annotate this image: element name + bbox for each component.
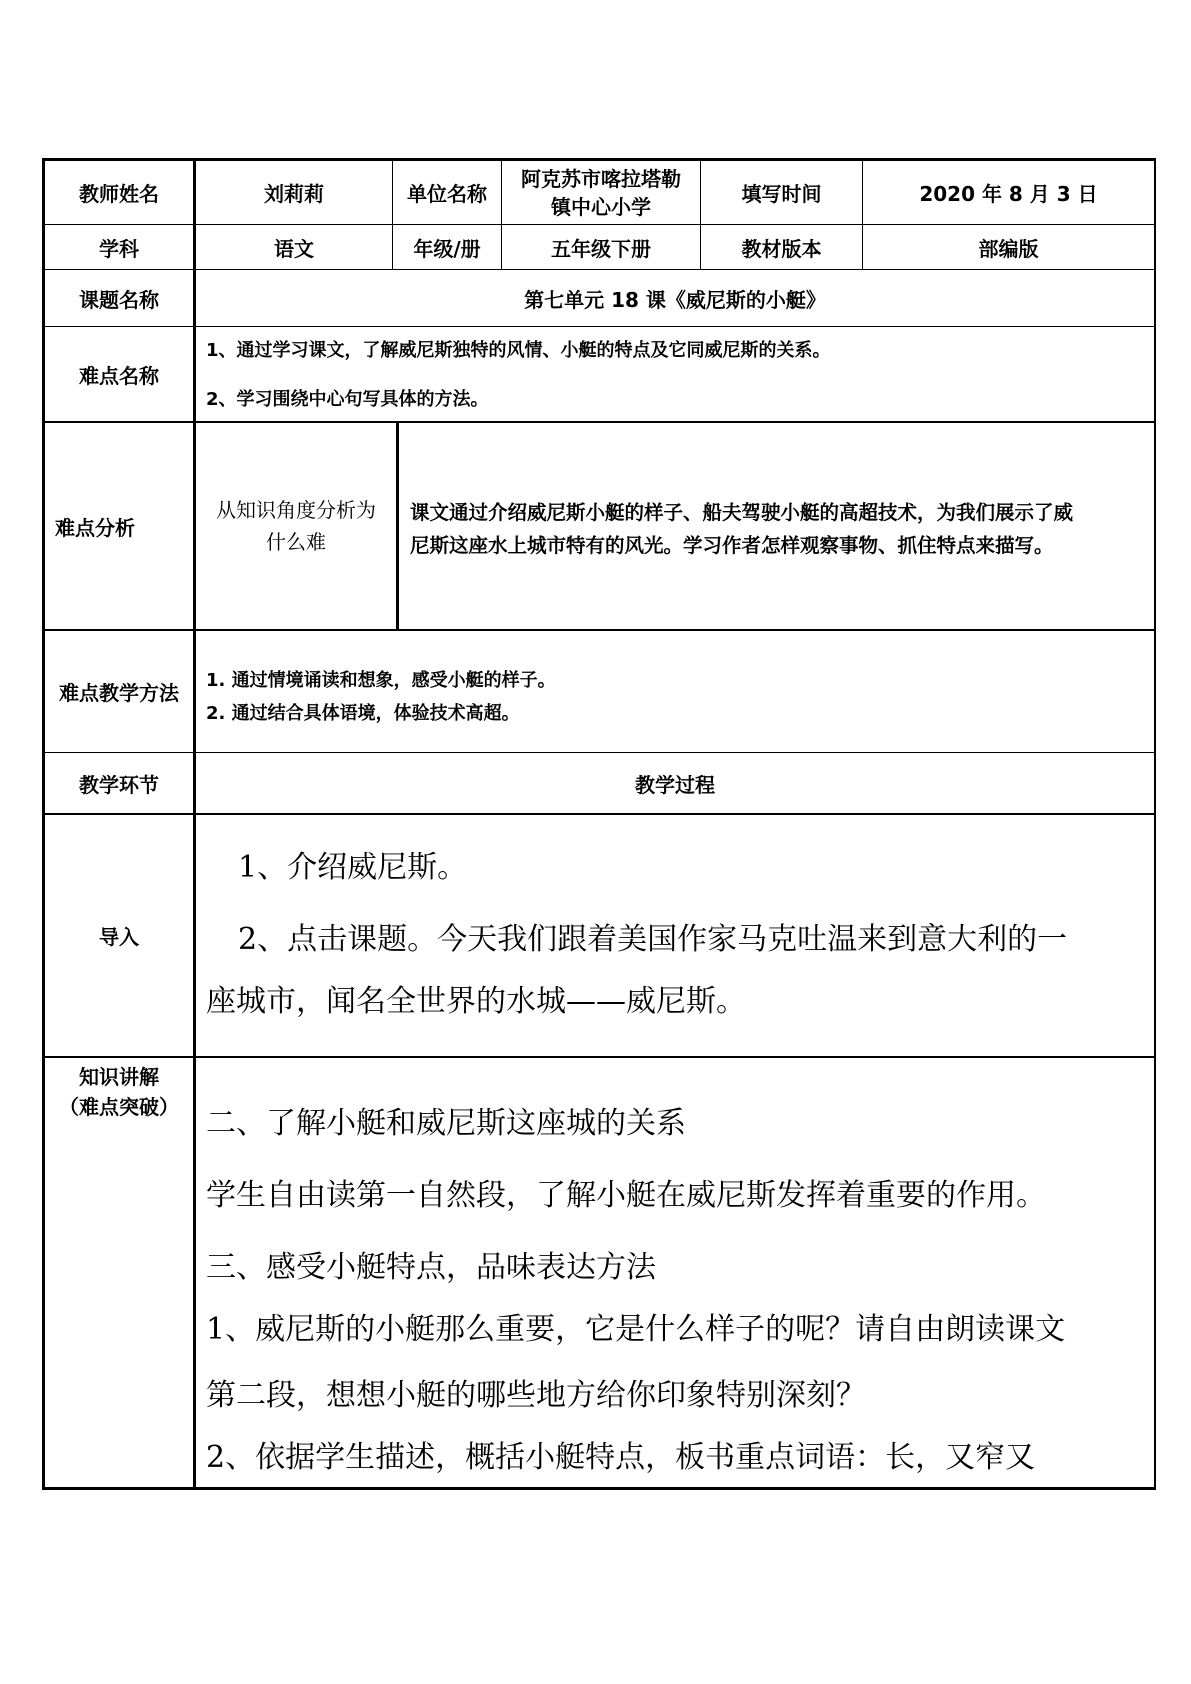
knowledge-line-1: 二、了解小艇和威尼斯这座城的关系 <box>206 1106 686 1141</box>
grade-value: 五年级下册 <box>551 236 651 261</box>
intro-label: 导入 <box>99 925 139 949</box>
difficulty-line-2: 2、学习围绕中心句写具体的方法。 <box>206 389 489 410</box>
row-line <box>42 629 1156 631</box>
intro-line-1: 1、介绍威尼斯。 <box>238 850 468 885</box>
analysis-inner-divider <box>396 421 399 631</box>
analysis-sub-label-line-1: 从知识角度分析为 <box>216 498 376 522</box>
stage-header: 教学环节 <box>79 772 159 797</box>
unit-name-label: 单位名称 <box>407 182 487 206</box>
knowledge-line-5: 第二段，想想小艇的哪些地方给你印象特别深刻？ <box>206 1378 866 1413</box>
unit-name-line-2: 镇中心小学 <box>551 194 651 219</box>
difficulty-label: 难点名称 <box>79 363 159 388</box>
knowledge-line-3: 三、感受小艇特点，品味表达方法 <box>206 1250 656 1285</box>
teacher-name-value: 刘莉莉 <box>264 182 324 206</box>
row-line <box>42 813 1156 815</box>
unit-name-line-1: 阿克苏市喀拉塔勒 <box>521 166 681 191</box>
intro-line-2: 2、点击课题。今天我们跟着美国作家马克吐温来到意大利的一 <box>238 922 1068 957</box>
knowledge-label-line-1: 知识讲解 <box>79 1065 159 1089</box>
subject-label: 学科 <box>99 236 139 261</box>
method-line-1: 1. 通过情境诵读和想象，感受小艇的样子。 <box>206 670 556 691</box>
row-line <box>42 326 1156 327</box>
intro-line-3: 座城市，闻名全世界的水城——威尼斯。 <box>206 984 746 1019</box>
fill-time-value: 2020 年 8 月 3 日 <box>919 182 1098 206</box>
analysis-sub-label <box>196 423 396 629</box>
knowledge-line-6: 2、依据学生描述，概括小艇特点，板书重点词语：长，又窄又 <box>206 1440 1036 1475</box>
process-header: 教学过程 <box>635 772 715 797</box>
edition-label: 教材版本 <box>741 236 822 261</box>
topic-label: 课题名称 <box>79 287 159 312</box>
unit-name-value <box>502 161 700 224</box>
subject-value: 语文 <box>274 236 314 261</box>
knowledge-line-4: 1、威尼斯的小艇那么重要，它是什么样子的呢？请自由朗读课文 <box>206 1312 1066 1347</box>
analysis-label: 难点分析 <box>55 515 135 540</box>
edition-value: 部编版 <box>978 236 1039 261</box>
analysis-line-2: 尼斯这座水上城市特有的风光。学习作者怎样观察事物、抓住特点来描写。 <box>410 534 1054 557</box>
label-column-divider <box>193 158 196 1490</box>
knowledge-label <box>45 1062 193 1122</box>
fill-time-label: 填写时间 <box>741 182 822 206</box>
table-border-right <box>1154 158 1156 1490</box>
method-label: 难点教学方法 <box>59 681 179 705</box>
topic-value: 第七单元 18 课《威尼斯的小艇》 <box>524 287 826 312</box>
teacher-name-label: 教师姓名 <box>79 182 159 206</box>
grade-label: 年级/册 <box>413 236 481 261</box>
row-line <box>42 1056 1156 1058</box>
method-line-2: 2. 通过结合具体语境，体验技术高超。 <box>206 703 520 724</box>
knowledge-label-line-2: （难点突破） <box>59 1095 179 1119</box>
knowledge-line-2: 学生自由读第一自然段，了解小艇在威尼斯发挥着重要的作用。 <box>206 1178 1046 1213</box>
analysis-sub-label-line-2: 什么难 <box>266 530 326 554</box>
analysis-line-1: 课文通过介绍威尼斯小艇的样子、船夫驾驶小艇的高超技术，为我们展示了威 <box>410 501 1074 524</box>
difficulty-line-1: 1、通过学习课文，了解威尼斯独特的风情、小艇的特点及它同威尼斯的关系。 <box>206 340 831 361</box>
